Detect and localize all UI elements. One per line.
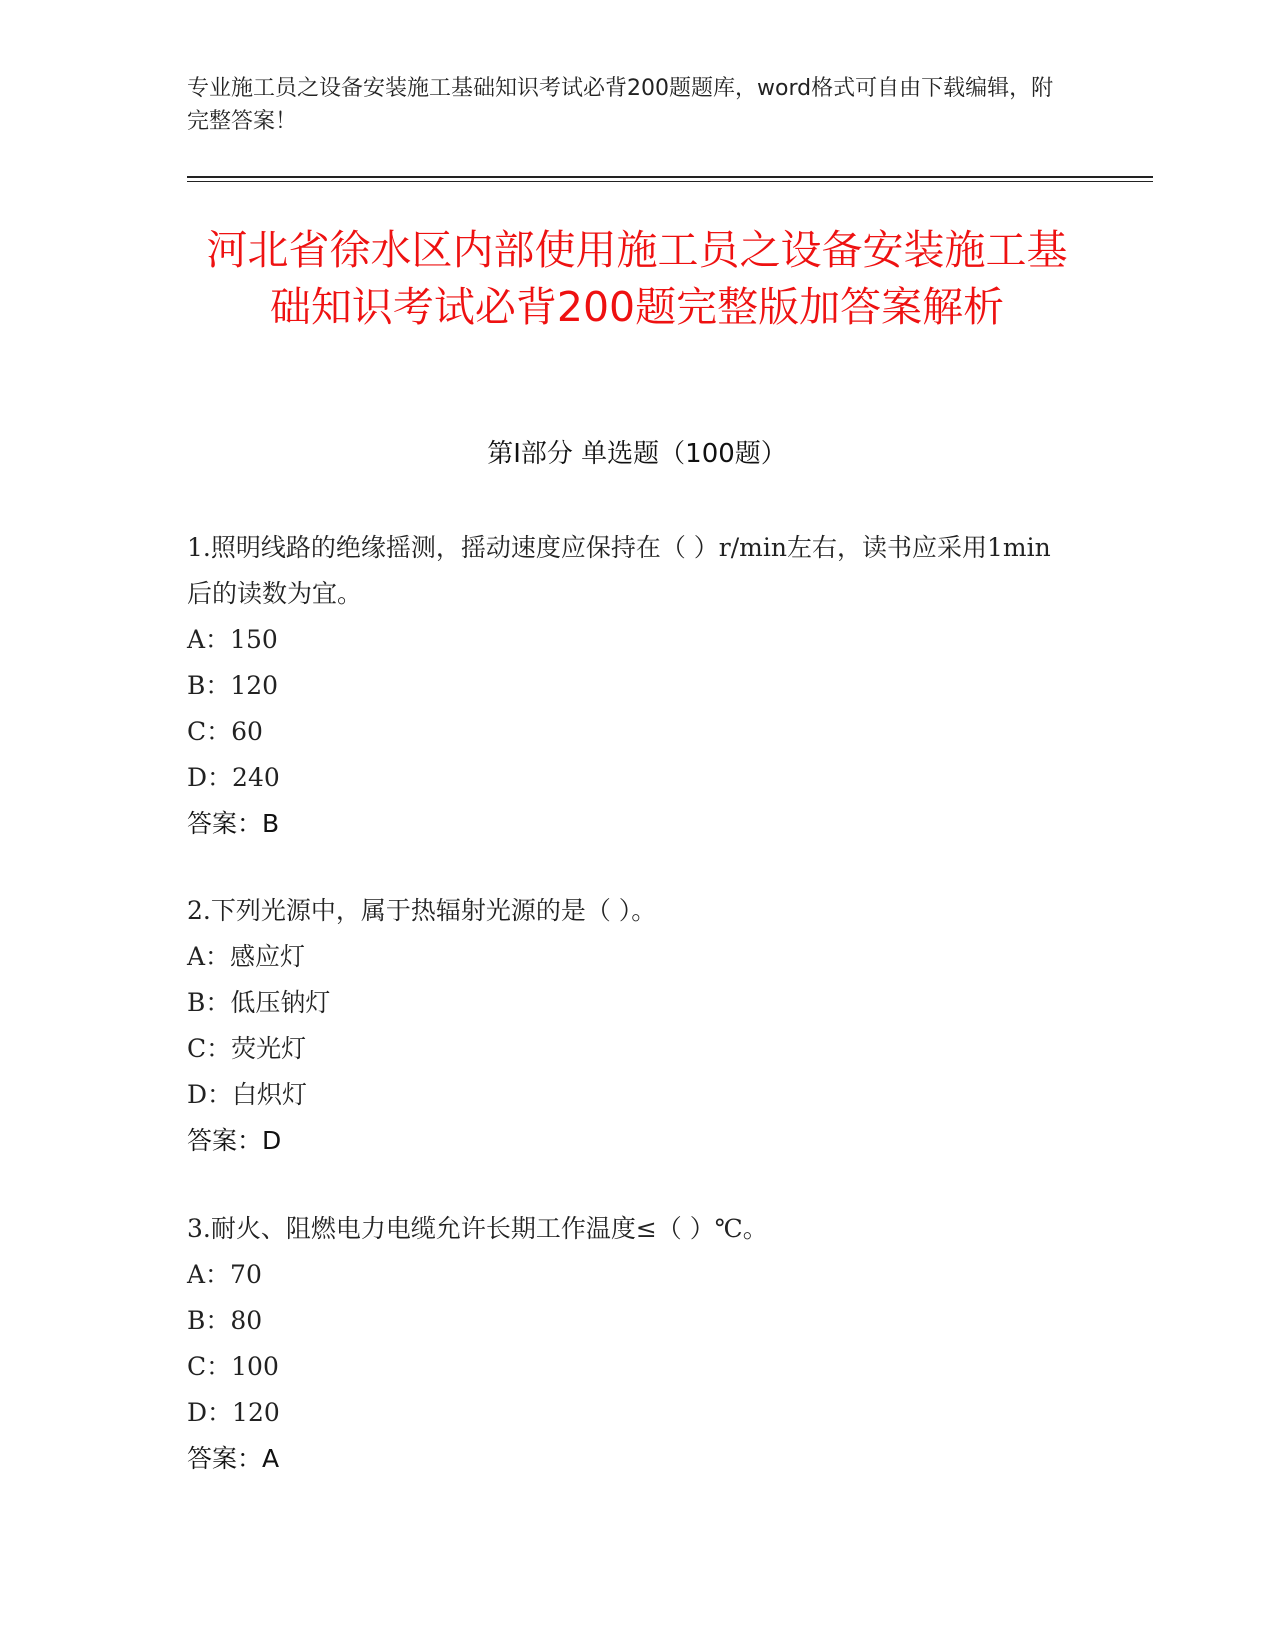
option-b: B：80	[187, 1306, 263, 1335]
option-a: A：感应灯	[187, 942, 306, 971]
header-divider	[187, 176, 1153, 178]
option-a: A：150	[187, 625, 278, 654]
option-d: D：120	[187, 1398, 280, 1427]
answer: 答案：B	[187, 809, 280, 838]
question-stem: 3.耐火、阻燃电力电缆允许长期工作温度≤（ ）℃。	[187, 1214, 768, 1243]
header-note: 专业施工员之设备安装施工基础知识考试必背200题题库，word格式可自由下载编辑，附完整答案！	[187, 76, 1054, 134]
section-title: 第Ⅰ部分 单选题（100题）	[487, 439, 787, 469]
question-3	[187, 1206, 1067, 1482]
document-title: 河北省徐水区内部使用施工员之设备安装施工基础知识考试必背200题完整版加答案解析	[206, 226, 1068, 331]
option-d: D：240	[187, 763, 280, 792]
question-1	[187, 525, 1067, 847]
option-c: C：60	[187, 717, 263, 746]
answer: 答案：D	[187, 1126, 282, 1155]
option-d: D：白炽灯	[187, 1080, 308, 1109]
question-2	[187, 888, 1067, 1164]
answer: 答案：A	[187, 1444, 280, 1473]
question-stem: 2.下列光源中，属于热辐射光源的是（ ）。	[187, 896, 657, 925]
option-b: B：低压钠灯	[187, 988, 331, 1017]
option-b: B：120	[187, 671, 279, 700]
option-c: C：100	[187, 1352, 279, 1381]
header-divider-thin	[187, 181, 1153, 182]
option-a: A：70	[187, 1260, 262, 1289]
option-c: C：荧光灯	[187, 1034, 307, 1063]
question-stem: 1.照明线路的绝缘摇测，摇动速度应保持在（ ）r/min左右，读书应采用1min后的读数为宜。	[187, 533, 1051, 608]
